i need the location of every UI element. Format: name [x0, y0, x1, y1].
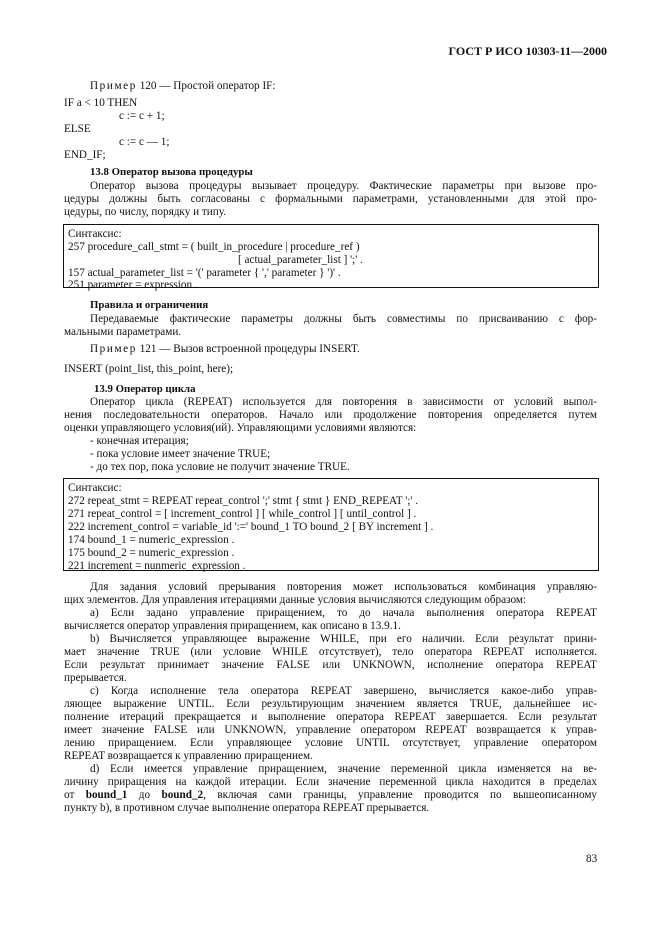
code-line: END_IF; — [64, 149, 106, 161]
code-line: ELSE — [64, 123, 91, 135]
paragraph-line: цедуры, по числу, порядку и типу. — [64, 206, 226, 218]
item-c-line: лению приращением. Если управляющее условие UNTIL отсутствует, управление оператором — [64, 737, 597, 749]
code-line: c := c + 1; — [119, 110, 165, 122]
item-b-line: мает значение TRUE (или условие WHILE отсутствует), тело оператора REPEAT исполняется. — [64, 646, 597, 658]
list-item: - пока условие имеет значение TRUE; — [90, 448, 271, 460]
example-text: 120 — Простой оператор IF: — [139, 80, 276, 92]
text-fragment: от — [64, 789, 75, 801]
syntax-rule: 222 increment_control = variable_id ':=' bound_1 TO bound_2 [ BY increment ] . — [68, 521, 434, 533]
text-fragment: , включая сами границы, управление проводится по вышеописанному — [203, 789, 598, 801]
item-b-line: прерывается. — [64, 672, 127, 684]
syntax-label: Синтаксис: — [68, 482, 122, 494]
item-c-line: имеет значение FALSE или UNKNOWN, управление оператором REPEAT возвращается к управ- — [64, 724, 597, 736]
item-b-line: b) Вычисляется управляющее выражение WHILE, при его наличии. Если результат прини- — [90, 633, 597, 645]
paragraph-line: Оператор вызова процедуры вызывает процедуру. Фактические параметры при вызове про- — [90, 180, 597, 192]
paragraph-line: Оператор цикла (REPEAT) используется для повторения в зависимости от условий выпол- — [90, 396, 597, 408]
syntax-rule: 251 parameter = expression . — [68, 279, 198, 291]
example-label: Пример — [90, 343, 137, 355]
item-a-line: а) Если задано управление приращением, то до начала выполнения оператора REPEAT — [90, 607, 597, 619]
syntax-rule: 221 increment = nunmeric_expression . — [68, 560, 246, 572]
list-item: - до тех пор, пока условие не получит значение TRUE. — [90, 461, 350, 473]
item-b-line: Если результат принимает значение FALSE или UNKNOWN, исполнение оператора REPEAT — [64, 659, 597, 671]
syntax-label: Синтаксис: — [68, 228, 122, 240]
syntax-rule: 257 procedure_call_stmt = ( built_in_procedure | procedure_ref ) — [68, 241, 360, 253]
syntax-rule: 157 actual_parameter_list = '(' parameter { ',' parameter } ')' . — [68, 267, 341, 279]
item-d-line — [64, 789, 597, 802]
text-fragment: до — [138, 789, 151, 801]
item-d-line: пункту b), в противном случае выполнение оператора REPEAT прерывается. — [64, 802, 430, 814]
syntax-rule: 175 bound_2 = numeric_expression . — [68, 547, 235, 559]
section-title-rules: Правила и ограничения — [90, 299, 209, 311]
item-c-line: с) Когда исполнение тела оператора REPEAT завершено, вычисляется какое-либо управ- — [90, 685, 597, 697]
section-title-13-8: 13.8 Оператор вызова процедуры — [90, 166, 253, 178]
example-text: 121 — Вызов встроенной процедуры INSERT. — [139, 343, 360, 355]
item-c-line: REPEAT возвращается к управлению приращением. — [64, 750, 313, 762]
running-header: ГОСТ Р ИСО 10303-11—2000 — [448, 44, 607, 58]
example-121 — [90, 343, 360, 356]
paragraph-line: Для задания условий прерывания повторения может использоваться комбинация управляю- — [90, 581, 597, 593]
code-line: INSERT (point_list, this_point, here); — [64, 363, 234, 375]
example-label: Пример — [90, 80, 137, 92]
syntax-rule: [ actual_parameter_list ] ';' . — [238, 254, 363, 266]
item-d-line: личину приращения на каждой итерации. Если значение переменной цикла находится в пределах — [64, 776, 597, 788]
code-line: IF a < 10 THEN — [64, 97, 138, 109]
paragraph-line: Передаваемые фактические параметры должны быть совместимы по присваиванию с фор- — [90, 313, 597, 325]
item-a-line: вычисляется оператор управления приращением, как описано в 13.9.1. — [64, 620, 401, 632]
bound-1-term: bound_1 — [85, 789, 128, 801]
list-item: - конечная итерация; — [90, 435, 189, 447]
syntax-rule: 174 bound_1 = numeric_expression . — [68, 534, 235, 546]
paragraph-line: мальными параметрами. — [64, 326, 182, 338]
item-d-line: d) Если имеется управление приращением, значение переменной цикла изменяется на ве- — [90, 763, 597, 775]
page-number: 83 — [586, 853, 598, 865]
paragraph-line: щих элементов. Для управления итерациями данные условия вычисляются следующим образом: — [64, 594, 527, 606]
section-title-13-9: 13.9 Оператор цикла — [94, 383, 196, 395]
paragraph-line: нения последовательности операторов. Начало или продолжение повторения определяется путем — [64, 409, 597, 421]
bound-2-term: bound_2 — [161, 789, 204, 801]
item-c-line: ляющее выражение UNTIL. Если результирующим значением является TRUE, дальнейшее ис- — [64, 698, 597, 710]
example-120 — [90, 80, 276, 93]
item-c-line: полнение итераций прекращается и выполнение оператора REPEAT завершается. Если результат — [64, 711, 597, 723]
syntax-rule: 272 repeat_stmt = REPEAT repeat_control ';' stmt { stmt } END_REPEAT ';' . — [68, 495, 419, 507]
paragraph-line: оценки управляющего условия(ий). Управляющими условиями являются: — [64, 422, 417, 434]
paragraph-line: цедуры должны быть согласованы с формальными параметрами, установленными для этой про- — [64, 193, 597, 205]
syntax-rule: 271 repeat_control = [ increment_control ] [ while_control ] [ until_control ] . — [68, 508, 417, 520]
code-line: c := c — 1; — [119, 136, 170, 148]
